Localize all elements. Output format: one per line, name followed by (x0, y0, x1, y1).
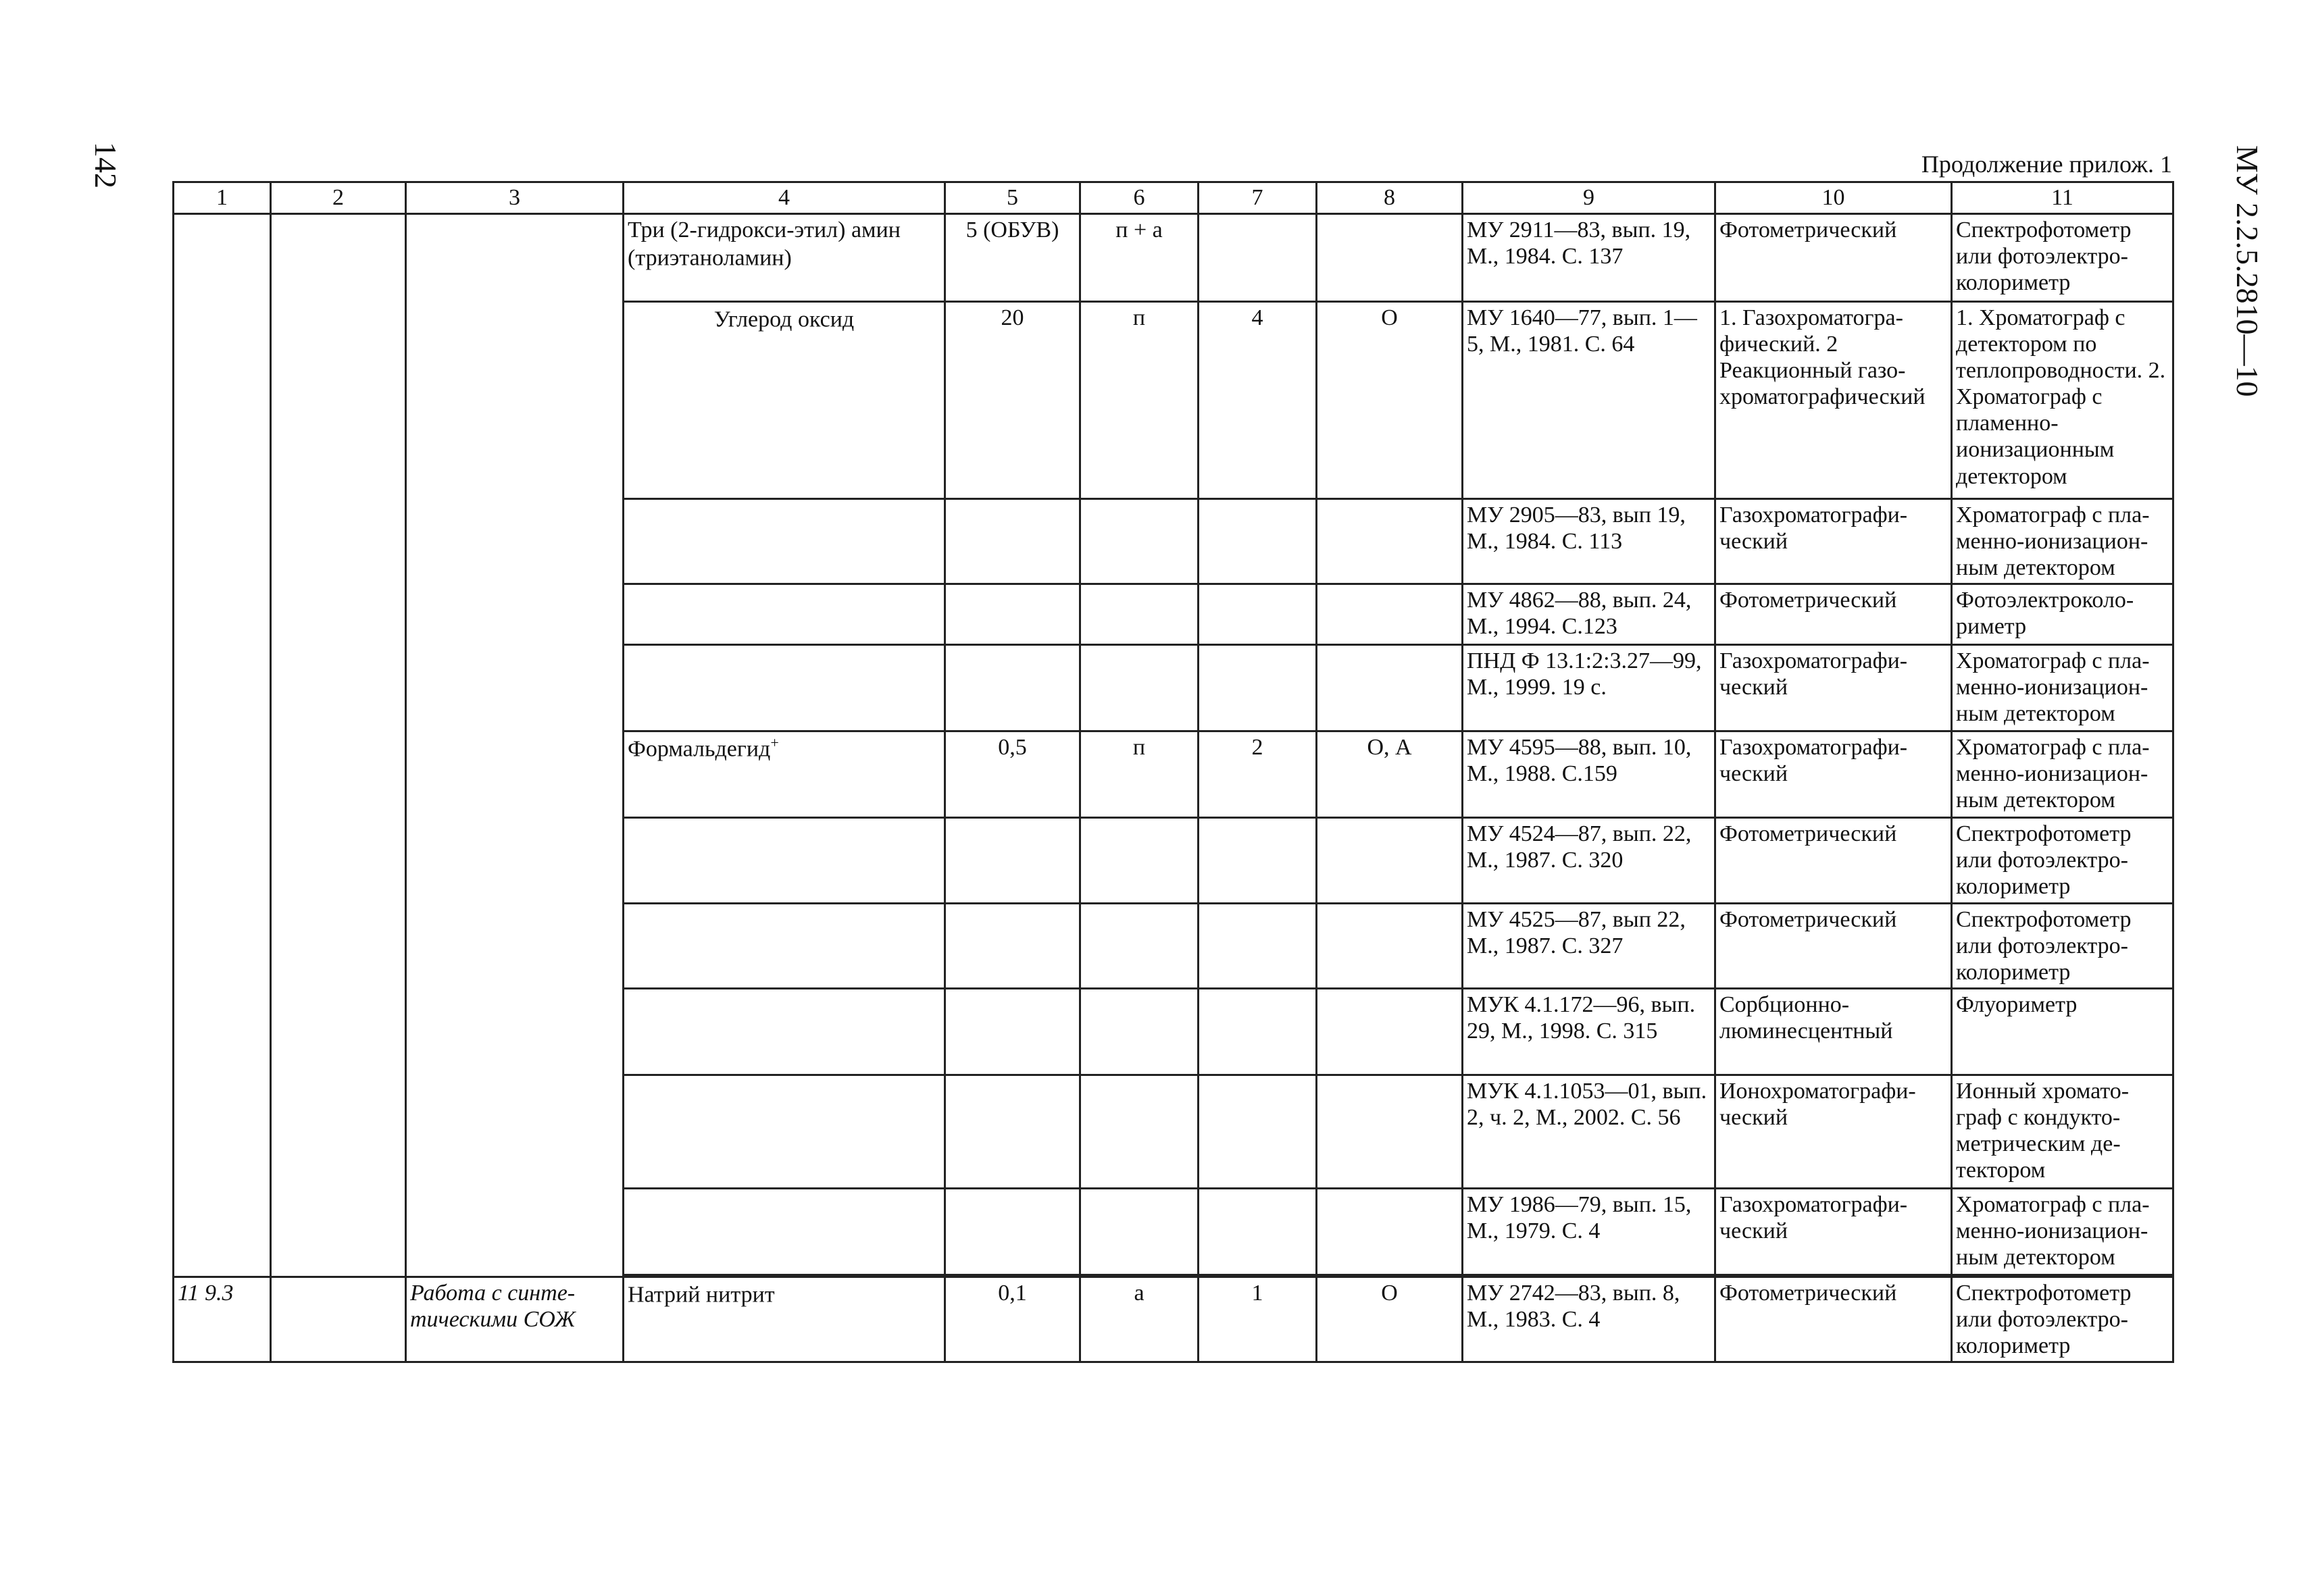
empty-cell (945, 1188, 1080, 1275)
header-cell: 1 (174, 182, 271, 214)
empty-cell (945, 645, 1080, 731)
page-number: 142 (89, 142, 123, 188)
row-number-cell (174, 214, 271, 1277)
header-cell: 5 (945, 182, 1080, 214)
device-cell: Фотоэлектроколо-риметр (1952, 584, 2173, 645)
hazard-class-cell: 4 (1199, 302, 1317, 499)
header-cell: 3 (406, 182, 624, 214)
method-name-cell: Фотометрический (1715, 903, 1952, 988)
code-cell (271, 1277, 406, 1362)
header-row (174, 182, 2173, 214)
work-type-cell: Работа с синте-тическими СОЖ (406, 1277, 624, 1362)
effect-cell: О (1317, 1277, 1463, 1362)
method-name-cell: 1. Газохроматогра-фический. 2 Реакционный газо-хроматографический (1715, 302, 1952, 499)
method-name-cell: Газохроматографи-ческий (1715, 1188, 1952, 1275)
method-name-cell: Фотометрический (1715, 584, 1952, 645)
effect-cell: О (1317, 302, 1463, 499)
empty-cell (1317, 1188, 1463, 1275)
empty-cell (1080, 584, 1199, 645)
state-cell: п (1080, 302, 1199, 499)
mac-cell: 0,1 (945, 1277, 1080, 1362)
empty-cell (1199, 645, 1317, 731)
device-cell: Спектрофотометр или фотоэлектро-колориметр (1952, 818, 2173, 903)
empty-cell (1199, 988, 1317, 1075)
empty-cell (624, 1188, 945, 1275)
header-cell: 6 (1080, 182, 1199, 214)
method-doc-cell: МУ 4525—87, вып 22, М., 1987. С. 327 (1463, 903, 1715, 988)
method-doc-cell: МУ 2742—83, вып. 8, М., 1983. С. 4 (1463, 1277, 1715, 1362)
table-row (174, 1277, 2173, 1362)
empty-cell (1317, 1075, 1463, 1188)
method-doc-cell: МУК 4.1.1053—01, вып. 2, ч. 2, М., 2002. С. 56 (1463, 1075, 1715, 1188)
device-cell: 1. Хроматограф с детектором по теплопроводности. 2. Хроматограф с пламенно-ионизационным детектором (1952, 302, 2173, 499)
method-name-cell: Газохроматографи-ческий (1715, 731, 1952, 818)
row-number-cell: 11 9.3 (174, 1277, 271, 1362)
header-cell: 7 (1199, 182, 1317, 214)
empty-cell (624, 499, 945, 584)
method-name-cell: Фотометрический (1715, 214, 1952, 302)
hazard-class-cell (1199, 214, 1317, 302)
method-name-cell: Газохроматографи-ческий (1715, 645, 1952, 731)
empty-cell (1199, 1188, 1317, 1275)
mac-cell: 20 (945, 302, 1080, 499)
device-cell: Спектрофотометр или фотоэлектро-колориметр (1952, 214, 2173, 302)
empty-cell (1317, 988, 1463, 1075)
substance-mark: + (770, 734, 779, 752)
empty-cell (1080, 645, 1199, 731)
method-doc-cell: МУК 4.1.172—96, вып. 29, М., 1998. С. 315 (1463, 988, 1715, 1075)
effect-cell (1317, 214, 1463, 302)
substance-name: Формальдегид (628, 736, 771, 762)
device-cell: Хроматограф с пла-менно-ионизацион-ным детектором (1952, 499, 2173, 584)
empty-cell (1080, 1188, 1199, 1275)
empty-cell (1317, 645, 1463, 731)
hazard-class-cell: 2 (1199, 731, 1317, 818)
header-cell: 2 (271, 182, 406, 214)
method-doc-cell: МУ 1986—79, вып. 15, М., 1979. С. 4 (1463, 1188, 1715, 1275)
empty-cell (624, 988, 945, 1075)
empty-cell (1080, 1075, 1199, 1188)
method-name-cell: Ионохроматографи-ческий (1715, 1075, 1952, 1188)
empty-cell (1317, 584, 1463, 645)
state-cell: п + а (1080, 214, 1199, 302)
device-cell: Хроматограф с пла-менно-ионизацион-ным детектором (1952, 1188, 2173, 1275)
substance-name-cell (624, 731, 945, 818)
state-cell: п (1080, 731, 1199, 818)
empty-cell (624, 1075, 945, 1188)
empty-cell (1080, 818, 1199, 903)
empty-cell (945, 584, 1080, 645)
empty-cell (1199, 584, 1317, 645)
empty-cell (1080, 988, 1199, 1075)
header-cell: 11 (1952, 182, 2173, 214)
code-cell (271, 214, 406, 1277)
device-cell: Хроматограф с пла-менно-ионизацион-ным детектором (1952, 731, 2173, 818)
empty-cell (1199, 818, 1317, 903)
method-name-cell: Газохроматографи-ческий (1715, 499, 1952, 584)
empty-cell (624, 903, 945, 988)
empty-cell (1199, 903, 1317, 988)
state-cell: а (1080, 1277, 1199, 1362)
empty-cell (624, 645, 945, 731)
substance-name: Три (2-гидрокси-этил) амин (триэтаноламин) (628, 217, 901, 271)
method-doc-cell: МУ 4524—87, вып. 22, М., 1987. С. 320 (1463, 818, 1715, 903)
empty-cell (1317, 499, 1463, 584)
empty-cell (1317, 818, 1463, 903)
effect-cell: О, А (1317, 731, 1463, 818)
empty-cell (1080, 903, 1199, 988)
device-cell: Ионный хромато-граф с кондукто-метрическим де-тектором (1952, 1075, 2173, 1188)
method-doc-cell: МУ 2905—83, вып 19, М., 1984. С. 113 (1463, 499, 1715, 584)
empty-cell (1080, 499, 1199, 584)
header-cell: 9 (1463, 182, 1715, 214)
continuation-label: Продолжение прилож. 1 (1921, 151, 2172, 178)
empty-cell (945, 818, 1080, 903)
substance-name-cell (624, 302, 945, 499)
empty-cell (1199, 1075, 1317, 1188)
empty-cell (945, 1075, 1080, 1188)
header-cell: 4 (624, 182, 945, 214)
device-cell: Спектрофотометр или фотоэлектро-колориметр (1952, 903, 2173, 988)
work-type-cell (406, 214, 624, 1277)
document-code: МУ 2.2.5.2810—10 (2230, 145, 2265, 397)
device-cell: Спектрофотометр или фотоэлектро-колориметр (1952, 1277, 2173, 1362)
mac-cell: 5 (ОБУВ) (945, 214, 1080, 302)
empty-cell (1317, 903, 1463, 988)
method-doc-cell: МУ 2911—83, вып. 19, М., 1984. С. 137 (1463, 214, 1715, 302)
method-name-cell: Фотометрический (1715, 1277, 1952, 1362)
empty-cell (945, 499, 1080, 584)
table-row (174, 214, 2173, 302)
device-cell: Флуориметр (1952, 988, 2173, 1075)
substance-name-cell (624, 1277, 945, 1362)
method-name-cell: Сорбционно-люминесцентный (1715, 988, 1952, 1075)
mac-cell: 0,5 (945, 731, 1080, 818)
empty-cell (624, 818, 945, 903)
method-doc-cell: МУ 4595—88, вып. 10, М., 1988. С.159 (1463, 731, 1715, 818)
header-cell: 8 (1317, 182, 1463, 214)
hazard-class-cell: 1 (1199, 1277, 1317, 1362)
header-cell: 10 (1715, 182, 1952, 214)
method-name-cell: Фотометрический (1715, 818, 1952, 903)
empty-cell (945, 903, 1080, 988)
empty-cell (945, 988, 1080, 1075)
empty-cell (1199, 499, 1317, 584)
substance-name: Углерод оксид (713, 307, 855, 332)
method-doc-cell: ПНД Ф 13.1:2:3.27—99, М., 1999. 19 с. (1463, 645, 1715, 731)
substance-name-cell (624, 214, 945, 302)
empty-cell (624, 584, 945, 645)
appendix-table (172, 181, 2174, 1363)
substance-name: Натрий нитрит (628, 1282, 775, 1308)
method-doc-cell: МУ 4862—88, вып. 24, М., 1994. С.123 (1463, 584, 1715, 645)
method-doc-cell: МУ 1640—77, вып. 1—5, М., 1981. С. 64 (1463, 302, 1715, 499)
device-cell: Хроматограф с пла-менно-ионизацион-ным детектором (1952, 645, 2173, 731)
